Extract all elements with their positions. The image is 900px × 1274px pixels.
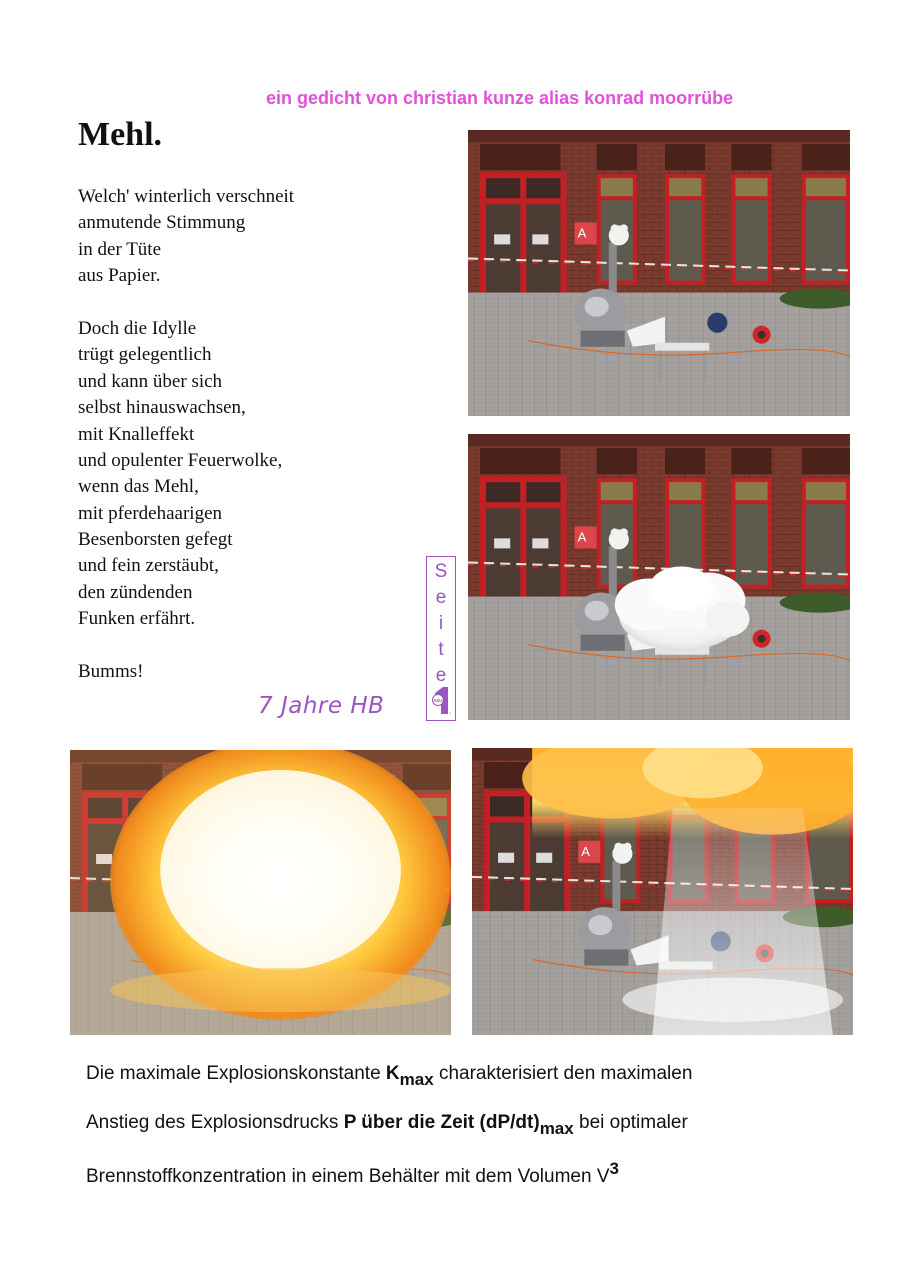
- kmax-symbol: K: [385, 1063, 400, 1084]
- poem-ending: Bumms!: [78, 661, 144, 683]
- formula-text: charakterisiert den maximalen: [433, 1063, 693, 1084]
- poem-line: den zündenden: [78, 581, 193, 603]
- formula-line-3: [86, 1159, 619, 1188]
- poem-line: anmutende Stimmung: [78, 212, 246, 234]
- formula-text: Anstieg des Explosionsdrucks: [86, 1112, 344, 1133]
- poem-line: Funken erfährt.: [78, 608, 196, 630]
- page-label-letter: t: [438, 639, 444, 660]
- stanza-gap: [78, 633, 294, 659]
- poem-line: Welch' winterlich verschneit: [78, 186, 295, 207]
- anniversary-label: 7 Jahre HB: [258, 693, 385, 719]
- page-label-letter: i: [438, 613, 444, 634]
- poem-line: mit pferdehaarigen: [78, 502, 223, 524]
- volume-symbol: V: [596, 1166, 610, 1187]
- poem-line: selbst hinauswachsen,: [78, 397, 246, 419]
- page-label-letter: S: [434, 561, 448, 582]
- formula-text: bei optimaler: [573, 1112, 688, 1133]
- page-label-letter: e: [435, 665, 447, 686]
- page-label-letter: e: [435, 587, 447, 608]
- poem-line: wenn das Mehl,: [78, 476, 199, 498]
- poem-line: und fein zerstäubt,: [78, 555, 219, 577]
- poem-line: aus Papier.: [78, 265, 161, 287]
- pressure-rate-subscript: max: [539, 1119, 574, 1138]
- subtitle: ein gedicht von christian kunze alias konrad moorrübe: [266, 88, 734, 108]
- poem-title: Mehl.: [78, 116, 163, 153]
- formula-line-1: [86, 1063, 692, 1090]
- poem-line: und kann über sich: [78, 370, 223, 392]
- photo-aftermath: [472, 748, 853, 1035]
- pressure-rate-term: P über die Zeit (dP/dt): [343, 1112, 540, 1133]
- formula-line-2: [86, 1112, 688, 1139]
- poem-text: [78, 184, 294, 685]
- poem-line: mit Knalleffekt: [78, 423, 195, 445]
- poem-line: Besenborsten gefegt: [78, 529, 233, 551]
- poem-line: und opulenter Feuerwolke,: [78, 449, 283, 471]
- page-number-text: 1: [449, 711, 451, 715]
- stanza-gap: [78, 290, 294, 316]
- poem-line: trügt gelegentlich: [78, 344, 212, 366]
- photo-before-ignition: [468, 130, 850, 416]
- poem-line: in der Tüte: [78, 238, 162, 260]
- photo-dust-cloud: [468, 434, 850, 720]
- volume-exponent: 3: [609, 1159, 619, 1178]
- kmax-subscript: max: [399, 1070, 434, 1089]
- formula-text: Die maximale Explosionskonstante: [86, 1063, 386, 1084]
- page-number-badge-text: ADJ: [433, 698, 443, 703]
- poem-line: Doch die Idylle: [78, 317, 197, 339]
- page-number-badge: [428, 684, 454, 716]
- formula-text: Brennstoffkonzentration in einem Behälter mit dem Volumen: [86, 1166, 597, 1187]
- photo-fireball: [70, 750, 451, 1035]
